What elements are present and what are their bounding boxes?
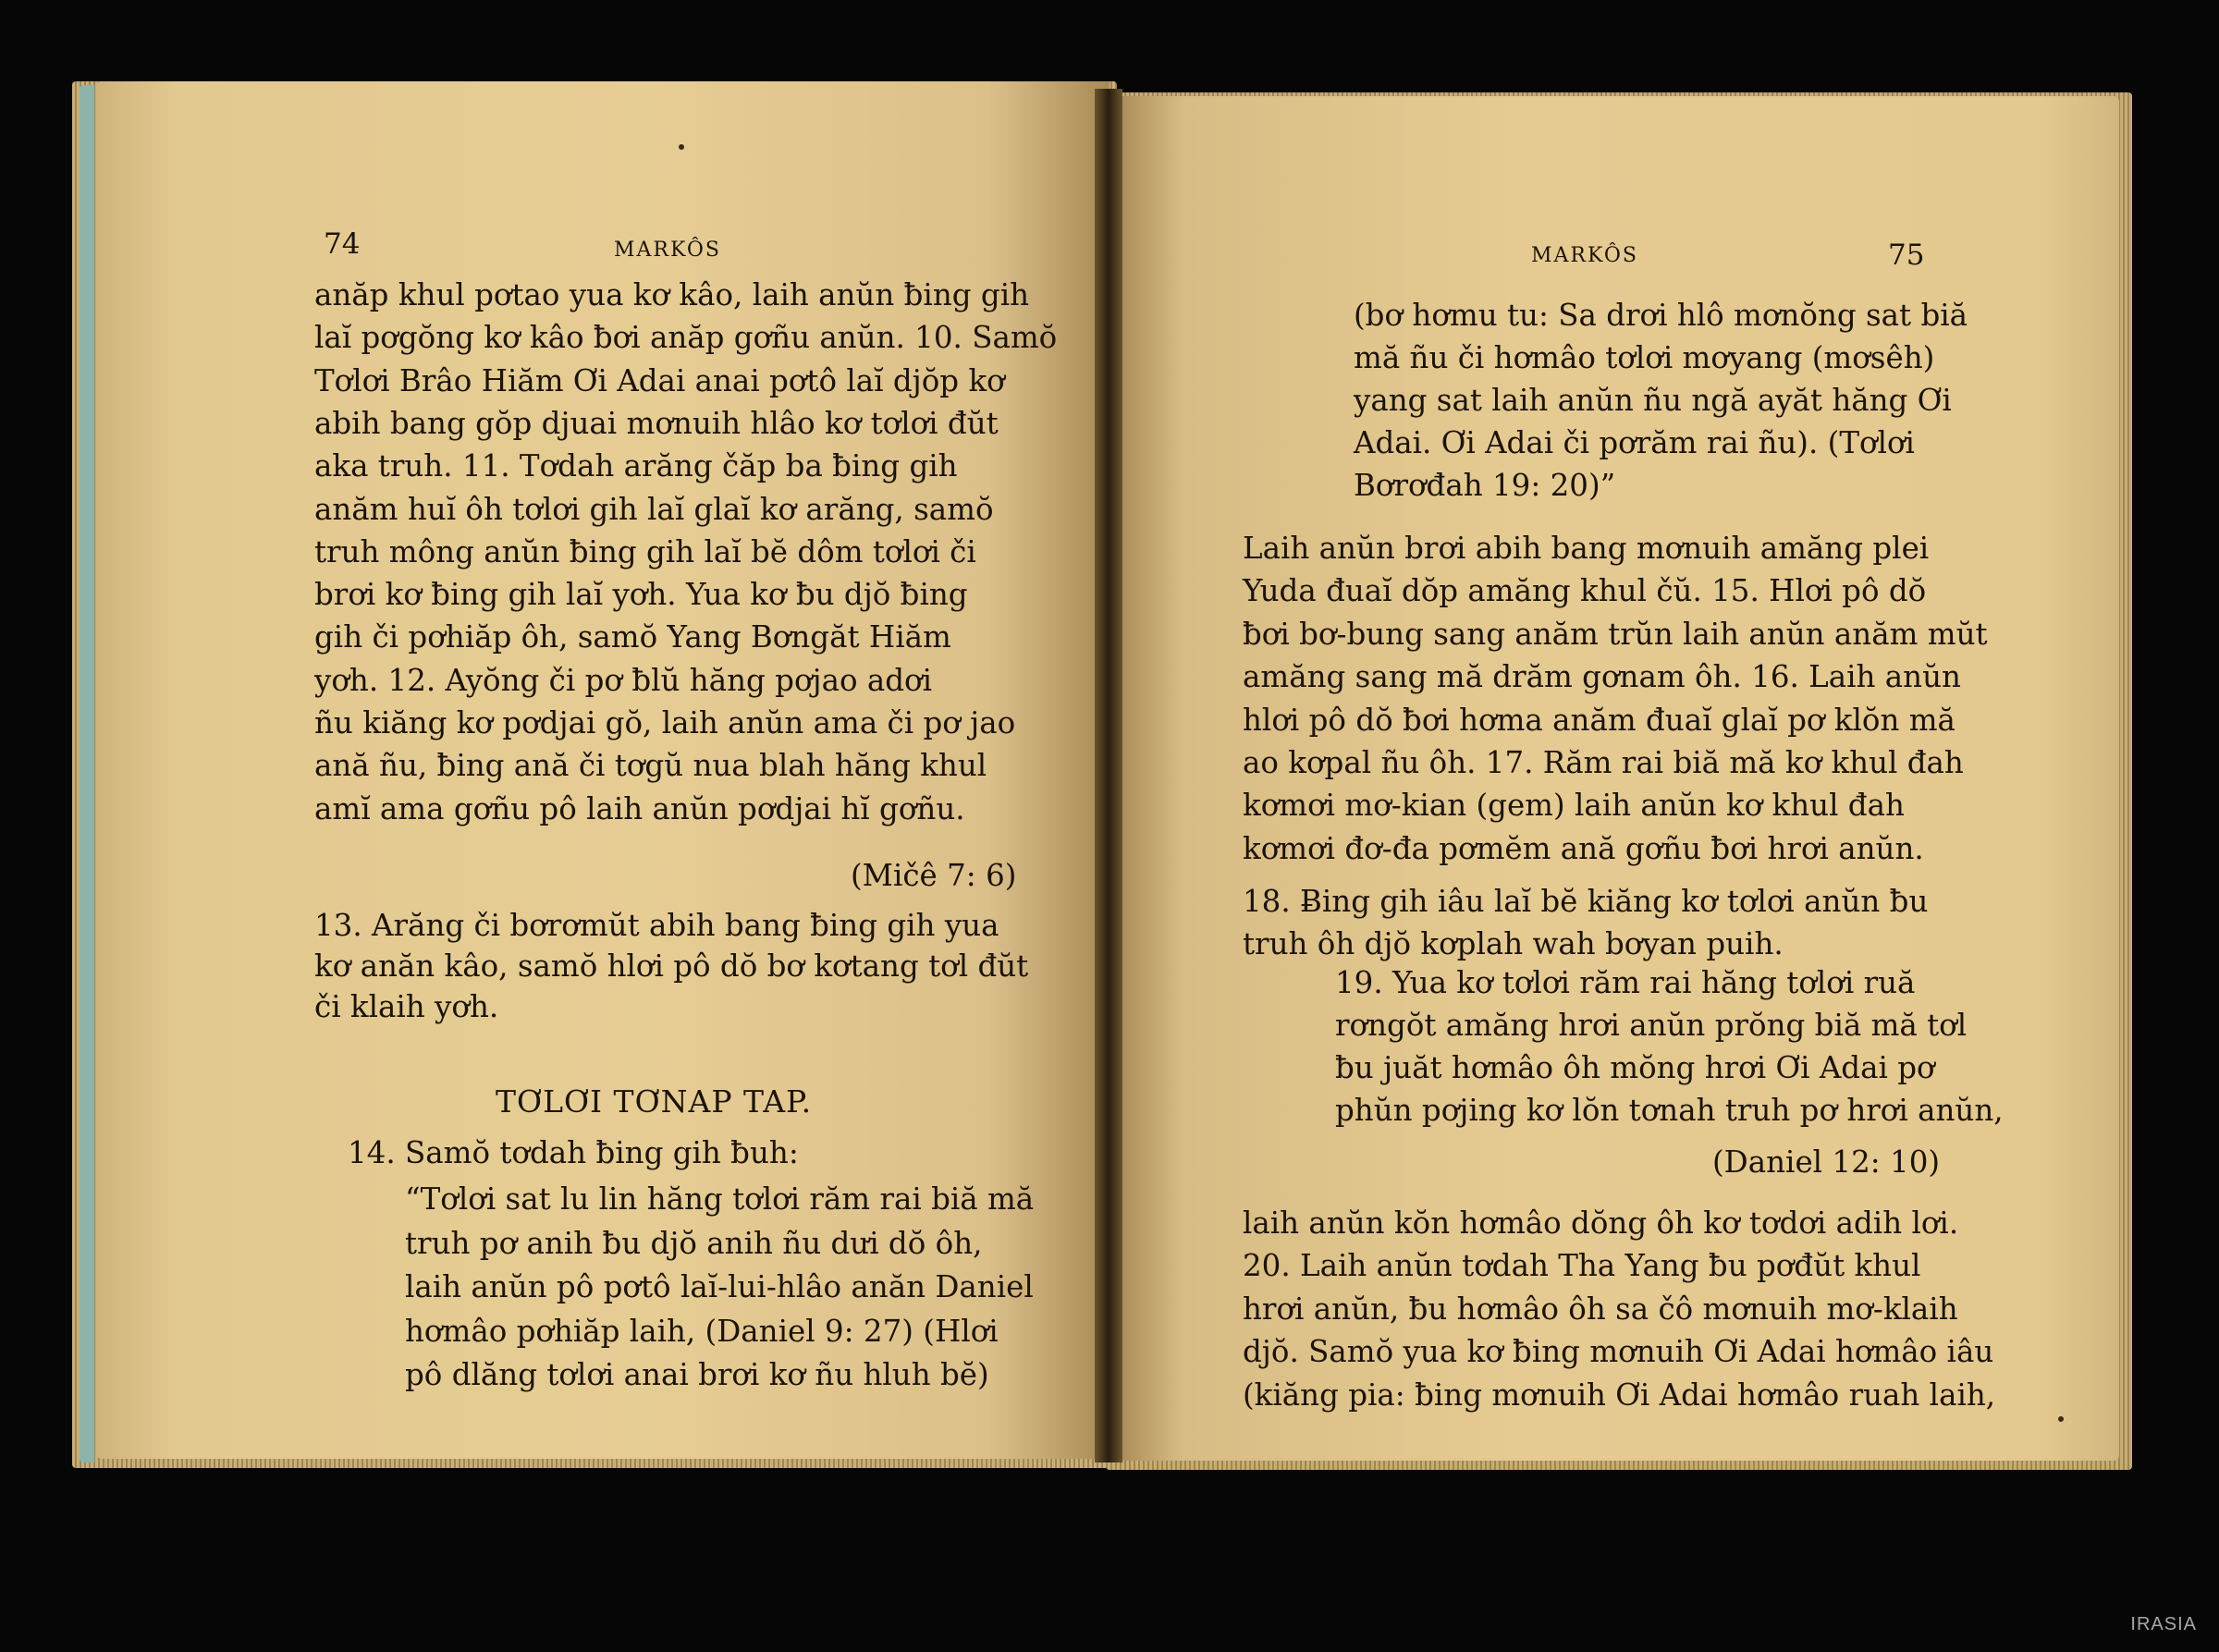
text-line: kơ anăn kâo, samŏ hlơi pô dŏ bơ kơtang tơl đŭt — [314, 948, 1029, 984]
page-number: 74 — [324, 227, 361, 261]
text-line: rơngŏt amăng hrơi anŭn prŏng biă mă tơl — [1335, 1008, 1968, 1043]
section-heading: TƠLƠI TƠNAP TAP. — [496, 1083, 813, 1120]
text-line: amĭ ama gơñu pô laih anŭn pơdjai hĭ gơñu. — [314, 790, 965, 826]
left-page — [96, 81, 1110, 1459]
text-line: (kiăng pia: ƀing mơnuih Ơi Adai hơmâo ruah laih, — [1243, 1377, 1996, 1413]
text-line: anăp khul pơtao yua kơ kâo, laih anŭn ƀing gih — [314, 277, 1030, 312]
text-line: hlơi pô dŏ ƀơi hơma anăm đuaĭ glaĭ pơ klŏn mă — [1243, 702, 1955, 738]
page-number: 75 — [1888, 239, 1925, 272]
text-line: Tơlơi Brâo Hiăm Ơi Adai anai pơtô laĭ djŏp kơ — [314, 362, 1005, 398]
right-page — [1113, 96, 2119, 1461]
text-line: djŏ. Samŏ yua kơ ƀing mơnuih Ơi Adai hơmâo iâu — [1243, 1334, 1994, 1370]
verse-14: 14. Samŏ tơdah ƀing gih ƀuh: — [348, 1135, 799, 1170]
text-line: truh pơ anih ƀu djŏ anih ñu dưi dŏ ôh, — [405, 1225, 983, 1261]
text-line: “Tơlơi sat lu lin hăng tơlơi răm rai biă mă — [405, 1181, 1035, 1217]
text-line: amăng sang mă drăm gơnam ôh. 16. Laih anŭn — [1243, 659, 1961, 695]
text-line: Laih anŭn brơi abih bang mơnuih amăng plei — [1243, 531, 1930, 566]
text-line: Yuda đuaĭ dŏp amăng khul čŭ. 15. Hlơi pô dŏ — [1243, 573, 1927, 609]
watermark-label: IRASIA — [2130, 1614, 2197, 1634]
text-line: 18. Ƀing gih iâu laĭ bĕ kiăng kơ tơlơi anŭn ƀu — [1243, 884, 1929, 919]
text-line: laĭ pơgŏng kơ kâo ƀơi anăp gơñu anŭn. 10. Samŏ — [314, 320, 1058, 356]
text-line: 19. Yua kơ tơlơi răm rai hăng tơlơi ruă — [1335, 965, 1916, 1000]
page-speck — [679, 144, 684, 150]
text-line: brơi kơ ƀing gih laĭ yơh. Yua kơ ƀu djŏ ƀing — [314, 577, 968, 613]
citation: (Mičê 7: 6) — [851, 858, 1017, 893]
text-line: hơmâo pơhiăp laih, (Daniel 9: 27) (Hlơi — [405, 1313, 999, 1349]
running-head: MARKÔS — [1531, 244, 1638, 267]
text-line: yang sat laih anŭn ñu ngă ayăt hăng Ơi — [1354, 383, 1952, 418]
text-line: abih bang gŏp djuai mơnuih hlâo kơ tơlơi đŭt — [314, 405, 999, 441]
text-line: truh ôh djŏ kơplah wah bơyan puih. — [1243, 926, 1784, 961]
text-line: gih či pơhiăp ôh, samŏ Yang Bơngăt Hiăm — [314, 619, 951, 655]
text-line: ană ñu, ƀing ană či tơgŭ nua blah hăng khul — [314, 748, 987, 784]
text-line: ƀu juăt hơmâo ôh mŏng hrơi Ơi Adai pơ — [1335, 1050, 1935, 1085]
text-line: phŭn pơjing kơ lŏn tơnah truh pơ hrơi anŭn, — [1335, 1093, 2004, 1128]
page-speck — [2058, 1416, 2064, 1422]
text-line: Bơrơđah 19: 20)” — [1354, 468, 1616, 503]
text-line: yơh. 12. Ayŏng či pơ ƀlŭ hăng pơjao adơi — [314, 662, 933, 698]
book-gutter — [1095, 89, 1122, 1462]
text-line: ñu kiăng kơ pơdjai gŏ, laih anŭn ama či pơ jao — [314, 705, 1016, 740]
text-line: či klaih yơh. — [314, 989, 499, 1024]
text-line: anăm huĭ ôh tơlơi gih laĭ glaĭ kơ arăng, samŏ — [314, 491, 994, 527]
text-line: kơmơi đơ-đa pơmĕm ană gơñu ƀơi hrơi anŭn. — [1243, 830, 1924, 866]
text-line: Adai. Ơi Adai či pơrăm rai ñu). (Tơlơi — [1354, 425, 1915, 460]
text-line: 20. Laih anŭn tơdah Tha Yang ƀu pơđŭt khul — [1243, 1248, 1921, 1284]
running-head: MARKÔS — [614, 239, 721, 262]
text-line: 13. Arăng či bơrơmŭt abih bang ƀing gih yua — [314, 908, 999, 943]
text-line: laih anŭn pô pơtô laĭ-lui-hlâo anăn Daniel — [405, 1269, 1034, 1304]
text-line: laih anŭn kŏn hơmâo dŏng ôh kơ tơdơi adih lơi. — [1243, 1205, 1959, 1241]
text-line: kơmơi mơ-kian (gem) laih anŭn kơ khul đah — [1243, 788, 1905, 824]
text-line: hrơi anŭn, ƀu hơmâo ôh sa čô mơnuih mơ-klaih — [1243, 1291, 1958, 1327]
citation: (Daniel 12: 10) — [1712, 1144, 1941, 1180]
text-line: aka truh. 11. Tơdah arăng čăp ba ƀing gih — [314, 448, 958, 484]
text-line: pô dlăng tơlơi anai brơi kơ ñu hluh bĕ) — [405, 1357, 989, 1392]
text-line: ao kơpal ñu ôh. 17. Răm rai biă mă kơ khul đah — [1243, 745, 1964, 780]
text-line: ƀơi bơ-bung sang anăm trŭn laih anŭn anăm mŭt — [1243, 616, 1988, 652]
text-line: (bơ hơmu tu: Sa drơi hlô mơnŏng sat biă — [1354, 298, 1968, 333]
cover-edge — [80, 85, 94, 1462]
text-line: mă ñu či hơmâo tơlơi mơyang (mơsêh) — [1354, 340, 1935, 375]
text-line: truh mông anŭn ƀing gih laĭ bĕ dôm tơlơi či — [314, 533, 976, 569]
